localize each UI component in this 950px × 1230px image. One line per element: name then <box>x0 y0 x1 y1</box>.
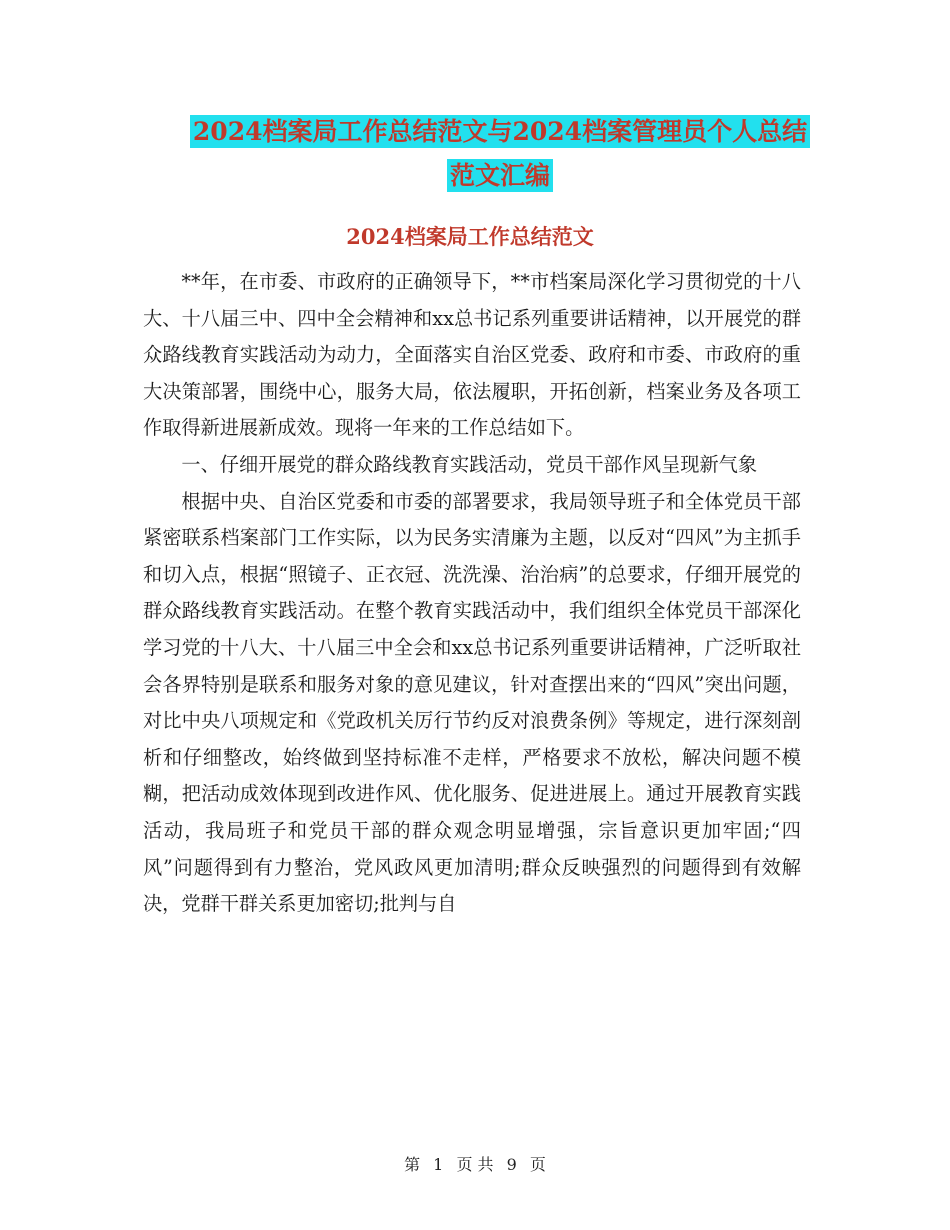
footer-prefix: 第 <box>404 1155 421 1174</box>
footer-total-pages: 9 <box>506 1155 517 1174</box>
paragraph-body-1: 根据中央、自治区党委和市委的部署要求，我局领导班子和全体党员干部紧密联系档案部门工作实际，以为民务实清廉为主题，以反对“四风”为主抓手和切入点，根据“照镜子、正衣冠、洗洗澡、治治病”的总要求，仔细开展党的群众路线教育实践活动。在整个教育实践活动中，我们组织全体党员干部深化学习党的十八大、十八届三中全会和xx总书记系列重要讲话精神，广泛听取社会各界特别是联系和服务对象的意见建议，针对查摆出来的“四风”突出问题，对比中央八项规定和《党政机关厉行节约反对浪费条例》等规定，进行深刻剖析和仔细整改，始终做到坚持标准不走样，严格要求不放松，解决问题不模糊，把活动成效体现到改进作风、优化服务、促进进展上。通过开展教育实践活动，我局班子和党员干部的群众观念明显增强，宗旨意识更加牢固;“四风”问题得到有力整治，党风政风更加清明;群众反映强烈的问题得到有效解决，党群干群关系更加密切;批判与自 <box>143 489 801 916</box>
paragraph-heading-1: 一、仔细开展党的群众路线教育实践活动，党员干部作风呈现新气象 <box>181 452 758 476</box>
paragraph-intro: **年，在市委、市政府的正确领导下，**市档案局深化学习贯彻党的十八大、十八届三中、四中全会精神和xx总书记系列重要讲话精神，以开展党的群众路线教育实践活动为动力，全面落实自治区党委、政府和市委、市政府的重大决策部署，围绕中心，服务大局，依法履职，开拓创新，档案业务及各项工作取得新进展新成效。现将一年来的工作总结如下。 <box>143 270 801 440</box>
document-title <box>140 110 860 198</box>
document-title-line2: 范文汇编 <box>447 159 553 192</box>
section-title: 2024档案局工作总结范文 <box>346 224 594 249</box>
page-footer <box>0 1152 950 1175</box>
document-title-line1: 2024档案局工作总结范文与2024档案管理员个人总结 <box>190 115 810 148</box>
footer-suffix: 页 <box>529 1155 546 1174</box>
footer-current-page: 1 <box>433 1155 444 1174</box>
document-body <box>143 264 801 923</box>
footer-mid: 页 共 <box>456 1155 494 1174</box>
